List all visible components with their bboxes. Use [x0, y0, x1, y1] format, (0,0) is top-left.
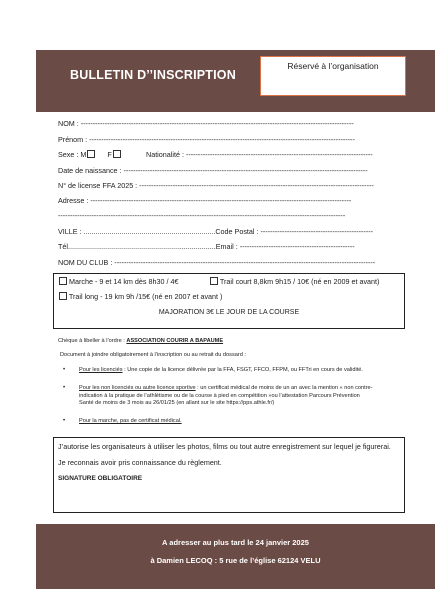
authorization-box: [53, 437, 405, 513]
non-licencies-line3: Santé de moins de 3 mois au 26/01/25 (en allant sur le site https://pps.athle.fr/): [79, 400, 275, 407]
marche-note: Pour la marche, pas de certificat médical.: [79, 418, 182, 424]
rules-acknowledgement: Je reconnais avoir pris connaissance du règlement.: [58, 458, 222, 467]
field-tel-email[interactable]: Tél..........................................................................Email : ------------------------------------------------: [58, 242, 355, 251]
licencies-label: Pour les licenciés: [79, 367, 123, 373]
cheque-info: [58, 338, 223, 346]
non-licencies-line2: indication à la pratique de l’athlétisme ou de la course à pied en compétition »ou l’attestation Parcours Prévention: [79, 392, 360, 399]
documents-required: Document à joindre obligatoirement à l’inscription ou au retrait du dossard :: [60, 352, 246, 358]
sexe-label: Sexe : M: [58, 150, 87, 159]
field-club[interactable]: NOM DU CLUB : -------------------------------------------------------------------------------------------------------------: [58, 258, 376, 267]
checkbox-trail-court[interactable]: [210, 277, 218, 285]
footer-banner: [36, 524, 435, 589]
checkbox-marche[interactable]: [59, 277, 67, 285]
header-banner: [36, 50, 435, 112]
race-options-box: [53, 273, 405, 329]
form-page: [36, 50, 435, 589]
cheque-prefix: Chèque à libeller à l’ordre :: [58, 338, 127, 344]
field-nom[interactable]: NOM : ------------------------------------------------------------------------------------------------------------------: [58, 119, 354, 128]
option-marche-label: Marche - 9 et 14 km dès 8h30 / 4€: [69, 277, 179, 286]
non-licencies-requirement: [79, 385, 373, 408]
checkbox-female[interactable]: [113, 150, 121, 158]
sexe-f-label: F: [107, 150, 112, 159]
majoration-note: MAJORATION 3€ LE JOUR DE LA COURSE: [158, 309, 300, 316]
signature-label: SIGNATURE OBLIGATOIRE: [58, 475, 143, 482]
option-trail-long[interactable]: [58, 292, 222, 301]
field-ville-cp[interactable]: VILLE : ..................................................................Code Postal : -----------------------------------------------: [58, 227, 374, 236]
organisation-reserved-box: [260, 56, 406, 96]
address-text: à Damien LECOQ : 5 rue de l’église 62124 VELU: [150, 556, 321, 565]
field-sexe: [58, 150, 121, 159]
option-trail-court-label: Trail court 8,8km 9h15 / 10€ (né en 2009 et avant): [219, 277, 380, 286]
non-licencies-text: : un certificat médical de moins de un an avec la mention « non contre-: [195, 385, 373, 391]
non-licencies-label: Pour les non licenciés ou autre licence sportive: [79, 385, 196, 391]
bullet-icon: •: [63, 385, 66, 391]
bullet-icon: •: [63, 418, 66, 424]
checkbox-male[interactable]: [87, 150, 95, 158]
field-licence[interactable]: N° de license FFA 2025 : --------------------------------------------------------------------------------------------------: [58, 181, 374, 190]
field-date-naissance[interactable]: Date de naissance : ------------------------------------------------------------------------------------------------------: [58, 166, 368, 175]
licencies-text: : Une copie de la licence délivrée par la FFA, FSGT, FFCO, FFPM, ou FFTri en cours de validité.: [122, 367, 363, 373]
deadline-text: A adresser au plus tard le 24 janvier 2025: [162, 538, 309, 547]
option-marche[interactable]: [58, 277, 178, 286]
cheque-order: ASSOCIATION COURIR A BAPAUME: [126, 338, 224, 344]
checkbox-trail-long[interactable]: [59, 292, 67, 300]
photo-authorization: J’autorise les organisateurs à utiliser les photos, films ou tout autre enregistrement sur lequel je figurerai.: [58, 442, 391, 451]
field-prenom[interactable]: Prénom : ---------------------------------------------------------------------------------------------------------------: [58, 135, 355, 144]
option-trail-court[interactable]: [209, 277, 379, 286]
licencies-requirement: [79, 367, 363, 375]
option-trail-long-label: Trail long - 19 km 9h /15€ (né en 2007 et avant ): [68, 292, 223, 301]
form-title: BULLETIN D’’INSCRIPTION: [70, 68, 236, 82]
field-adresse-line2[interactable]: ------------------------------------------------------------------------------------------------------------------------: [58, 211, 346, 220]
field-adresse[interactable]: Adresse : -------------------------------------------------------------------------------------------------------------: [58, 196, 352, 205]
bullet-icon: •: [63, 367, 66, 373]
organisation-reserved-label: Réservé à l’organisation: [287, 61, 379, 71]
field-nationalite[interactable]: Nationalité : ------------------------------------------------------------------------------: [146, 150, 373, 159]
